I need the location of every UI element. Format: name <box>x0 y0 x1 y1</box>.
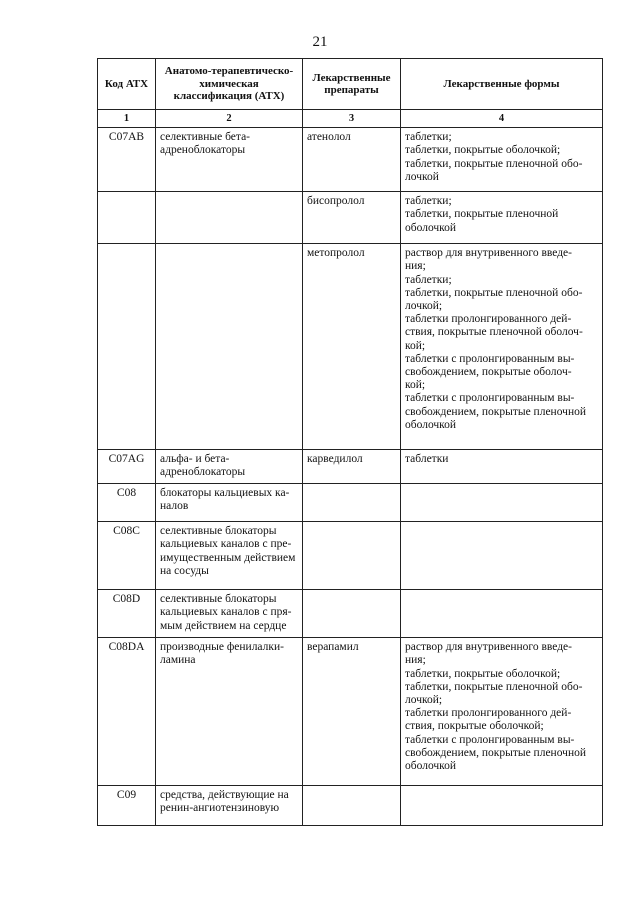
table-row <box>98 128 603 192</box>
dosage-form-line: таблетки <box>405 453 449 466</box>
dosage-forms <box>401 450 603 484</box>
table-row <box>98 244 603 450</box>
atx-code: C08D <box>98 590 156 638</box>
table-row <box>98 786 603 826</box>
atx-code <box>98 244 156 450</box>
dosage-form-line: оболочкой <box>405 418 457 431</box>
atx-classification: средства, действующие на ренин-ангиотензиновую <box>156 786 303 826</box>
atx-classification: альфа- и бета-адреноблокаторы <box>156 450 303 484</box>
atx-code: C07AG <box>98 450 156 484</box>
dosage-forms <box>401 590 603 638</box>
dosage-form-line: кой; <box>405 339 426 352</box>
dosage-form-line: раствор для внутривенного введе- <box>405 641 572 654</box>
dosage-form-line: таблетки с пролонгированным вы- <box>405 733 575 746</box>
drug-name <box>303 590 401 638</box>
dosage-form-line: лочкой; <box>405 694 443 707</box>
atx-classification: производные фенилалки-ламина <box>156 638 303 786</box>
table-row <box>98 192 603 244</box>
dosage-form-line: оболочкой <box>405 221 457 234</box>
header-code: Код АТХ <box>98 59 156 110</box>
dosage-forms <box>401 128 603 192</box>
atx-classification <box>156 244 303 450</box>
table-row <box>98 638 603 786</box>
drug-name: атенолол <box>303 128 401 192</box>
dosage-form-line: таблетки; <box>405 273 452 286</box>
column-number: 2 <box>156 110 303 128</box>
table-row <box>98 484 603 522</box>
atx-classification: блокаторы кальциевых ка-налов <box>156 484 303 522</box>
atx-classification <box>156 192 303 244</box>
dosage-form-line: ния; <box>405 260 426 273</box>
header-forms: Лекарственные формы <box>401 59 603 110</box>
dosage-form-line: кой; <box>405 379 426 392</box>
dosage-form-line: оболочкой <box>405 760 457 773</box>
dosage-form-line: таблетки, покрытые пленочной обо- <box>405 680 583 693</box>
dosage-form-line: ния; <box>405 654 426 667</box>
dosage-forms <box>401 244 603 450</box>
dosage-form-line: лочкой; <box>405 300 443 313</box>
dosage-form-line: лочкой <box>405 170 439 183</box>
atx-classification: селективные блокаторы кальциевых каналов с пре-имущественным действием на сосуды <box>156 522 303 590</box>
dosage-form-line: свобождением, покрытые пленочной <box>405 746 587 759</box>
dosage-form-line: свобождением, покрытые пленочной <box>405 405 587 418</box>
dosage-form-line: таблетки, покрытые пленочной <box>405 208 559 221</box>
table-row <box>98 450 603 484</box>
header-row <box>98 59 603 110</box>
drug-name: бисопролол <box>303 192 401 244</box>
atx-code: C07AB <box>98 128 156 192</box>
drug-name: верапамил <box>303 638 401 786</box>
column-number-row <box>98 110 603 128</box>
atx-code: C08C <box>98 522 156 590</box>
header-classification: Анатомо-терапевтическо-химическая классификация (АТХ) <box>156 59 303 110</box>
dosage-forms <box>401 786 603 826</box>
dosage-form-line: таблетки пролонгированного дей- <box>405 313 572 326</box>
atx-code: C08 <box>98 484 156 522</box>
atx-classification: селективные блокаторы кальциевых каналов с пря-мым действием на сердце <box>156 590 303 638</box>
dosage-form-line: таблетки, покрытые пленочной обо- <box>405 286 583 299</box>
dosage-forms <box>401 192 603 244</box>
drug-name <box>303 522 401 590</box>
atx-code <box>98 192 156 244</box>
page-number: 21 <box>312 34 328 50</box>
drug-name: карведилол <box>303 450 401 484</box>
column-number: 4 <box>401 110 603 128</box>
dosage-form-line: таблетки, покрытые пленочной обо- <box>405 157 583 170</box>
atx-code: C09 <box>98 786 156 826</box>
drug-name: метопролол <box>303 244 401 450</box>
dosage-forms <box>401 522 603 590</box>
dosage-form-line: свобождением, покрытые оболоч- <box>405 366 572 379</box>
dosage-form-line: таблетки, покрытые оболочкой; <box>405 667 561 680</box>
dosage-forms <box>401 484 603 522</box>
dosage-form-line: ствия, покрытые оболочкой; <box>405 720 544 733</box>
dosage-form-line: таблетки с пролонгированным вы- <box>405 392 575 405</box>
drug-name <box>303 786 401 826</box>
column-number: 3 <box>303 110 401 128</box>
dosage-form-line: ствия, покрытые пленочной оболоч- <box>405 326 583 339</box>
atx-table <box>97 58 603 826</box>
dosage-form-line: таблетки; <box>405 131 452 144</box>
header-drugs: Лекарственные препараты <box>303 59 401 110</box>
column-number: 1 <box>98 110 156 128</box>
dosage-form-line: таблетки, покрытые оболочкой; <box>405 144 561 157</box>
table-row <box>98 590 603 638</box>
atx-classification: селективные бета-адреноблокаторы <box>156 128 303 192</box>
dosage-form-line: таблетки с пролонгированным вы- <box>405 352 575 365</box>
atx-code: C08DA <box>98 638 156 786</box>
drug-name <box>303 484 401 522</box>
dosage-form-line: таблетки пролонгированного дей- <box>405 707 572 720</box>
table-row <box>98 522 603 590</box>
dosage-forms <box>401 638 603 786</box>
dosage-form-line: таблетки; <box>405 195 452 208</box>
dosage-form-line: раствор для внутривенного введе- <box>405 247 572 260</box>
